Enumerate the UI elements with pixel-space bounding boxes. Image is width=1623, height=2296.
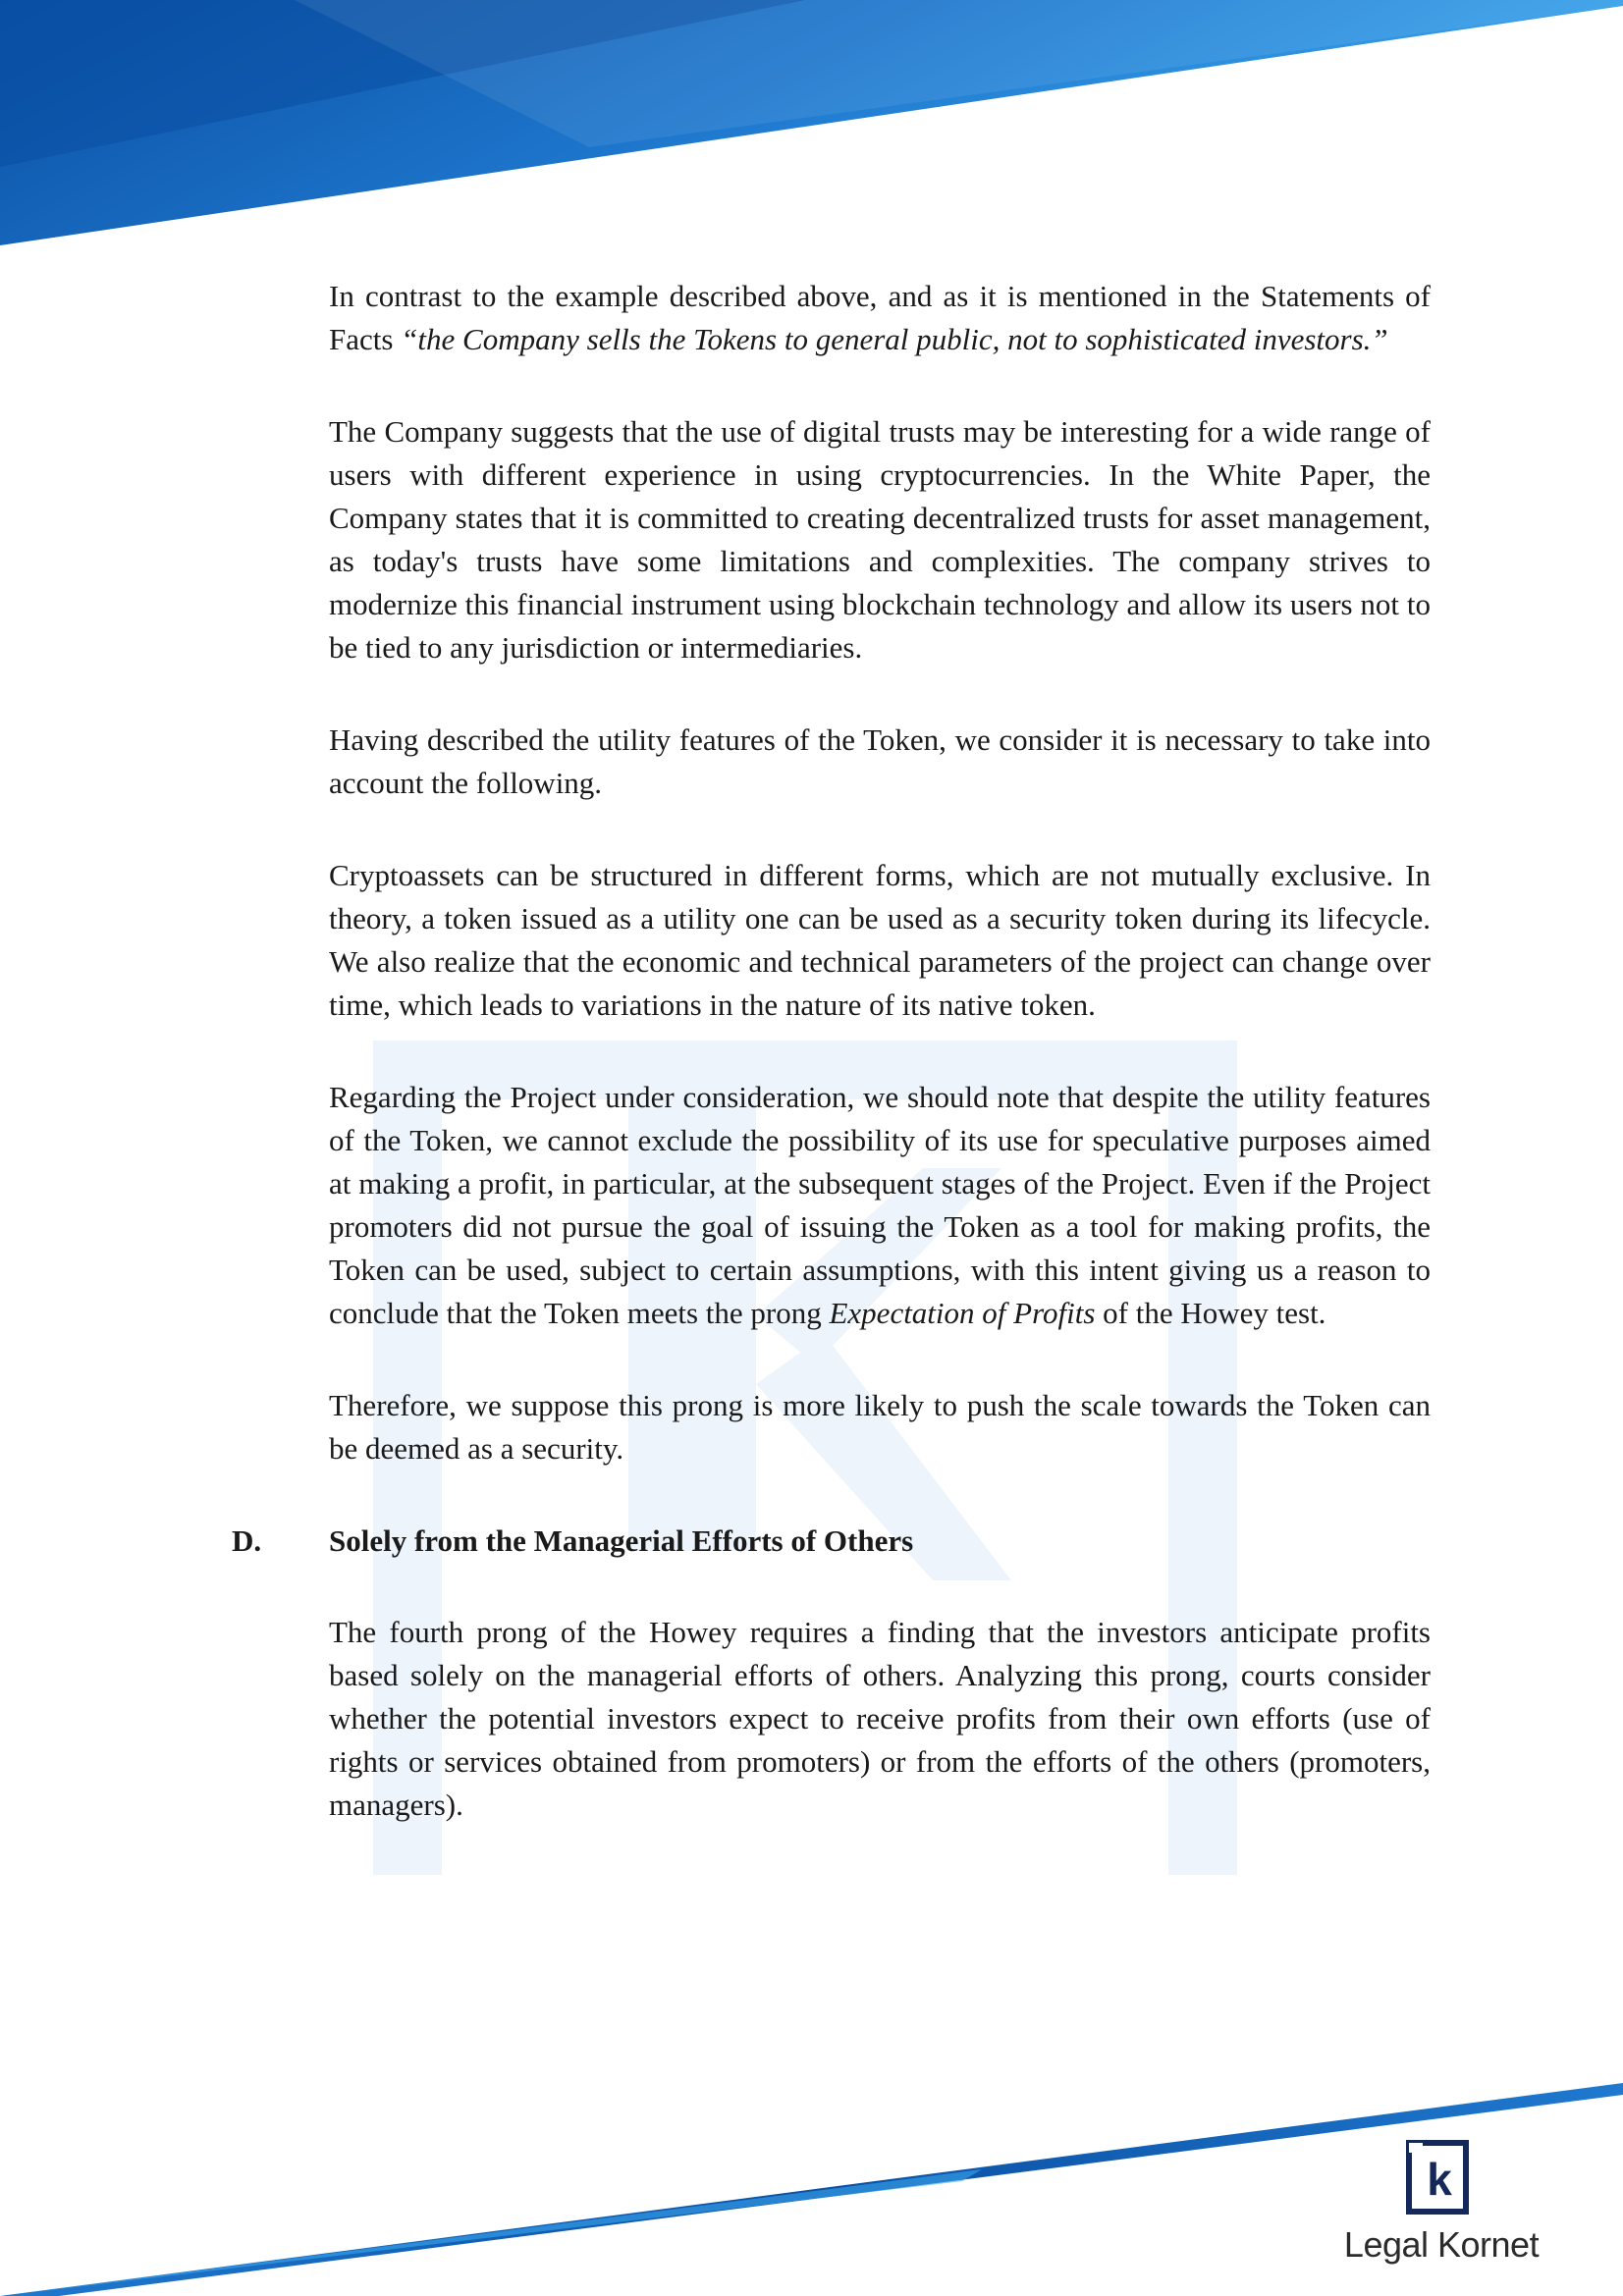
section-letter: D.	[232, 1523, 262, 1558]
paragraph-conclusion: Therefore, we suppose this prong is more likely to push the scale towards the Token can be deemed as a security.	[329, 1388, 1431, 1466]
quoted-statement: “the Company sells the Tokens to general public, not to sophisticated investors.”	[401, 322, 1388, 356]
legal-kornet-logo	[1343, 2140, 1540, 2277]
header-decorative-band	[0, 0, 1623, 255]
logo-mark-letter: k	[1427, 2154, 1452, 2205]
paragraph-statement-of-facts	[329, 275, 1431, 361]
k-logo-icon	[1406, 2140, 1473, 2215]
expectation-of-profits-term: Expectation of Profits	[829, 1296, 1096, 1330]
section-title: Solely from the Managerial Efforts of Others	[329, 1523, 914, 1558]
paragraph-text: In contrast to the example described above, and as it is mentioned in the Statements of Facts	[329, 279, 1431, 356]
paragraph-project-consideration	[329, 1076, 1431, 1335]
paragraph-utility-features: Having described the utility features of the Token, we consider it is necessary to take into account the following.	[329, 722, 1431, 800]
paragraph-text: Regarding the Project under consideration, we should note that despite the utility features of the Token, we cannot exclude the possibility of its use for speculative purposes aimed at making a profit, in particular, at the subsequent stages of the Project. Even if the Project promoters did not pursue the goal of issuing the Token as a tool for making profits, the Token can be used, subject to certain assumptions, with this intent giving us a reason to conclude that the Token meets the prong	[329, 1080, 1431, 1330]
document-body	[232, 275, 1431, 1876]
paragraph-fourth-prong: The fourth prong of the Howey requires a finding that the investors anticipate profits based solely on the managerial efforts of others. Analyzing this prong, courts consider whether the potential investors expect to receive profits from their own efforts (use of rights or services obtained from promoters) or from the efforts of the others (promoters, managers).	[329, 1615, 1431, 1822]
paragraph-text: of the Howey test.	[1095, 1296, 1326, 1330]
paragraph-cryptoassets: Cryptoassets can be structured in different forms, which are not mutually exclusive. In theory, a token issued as a utility one can be used as a security token during its lifecycle. We also realize that the economic and technical parameters of the project can change over time, which leads to variations in the nature of its native token.	[329, 858, 1431, 1022]
paragraph-digital-trusts: The Company suggests that the use of digital trusts may be interesting for a wide range of users with different experience in using cryptocurrencies. In the White Paper, the Company states that it is committed to creating decentralized trusts for asset management, as today's trusts have some limitations and complexities. The company strives to modernize this financial instrument using blockchain technology and allow its users not to be tied to any jurisdiction or intermediaries.	[329, 414, 1431, 665]
logo-name: Legal Kornet	[1343, 2224, 1540, 2265]
section-heading	[232, 1520, 1431, 1563]
